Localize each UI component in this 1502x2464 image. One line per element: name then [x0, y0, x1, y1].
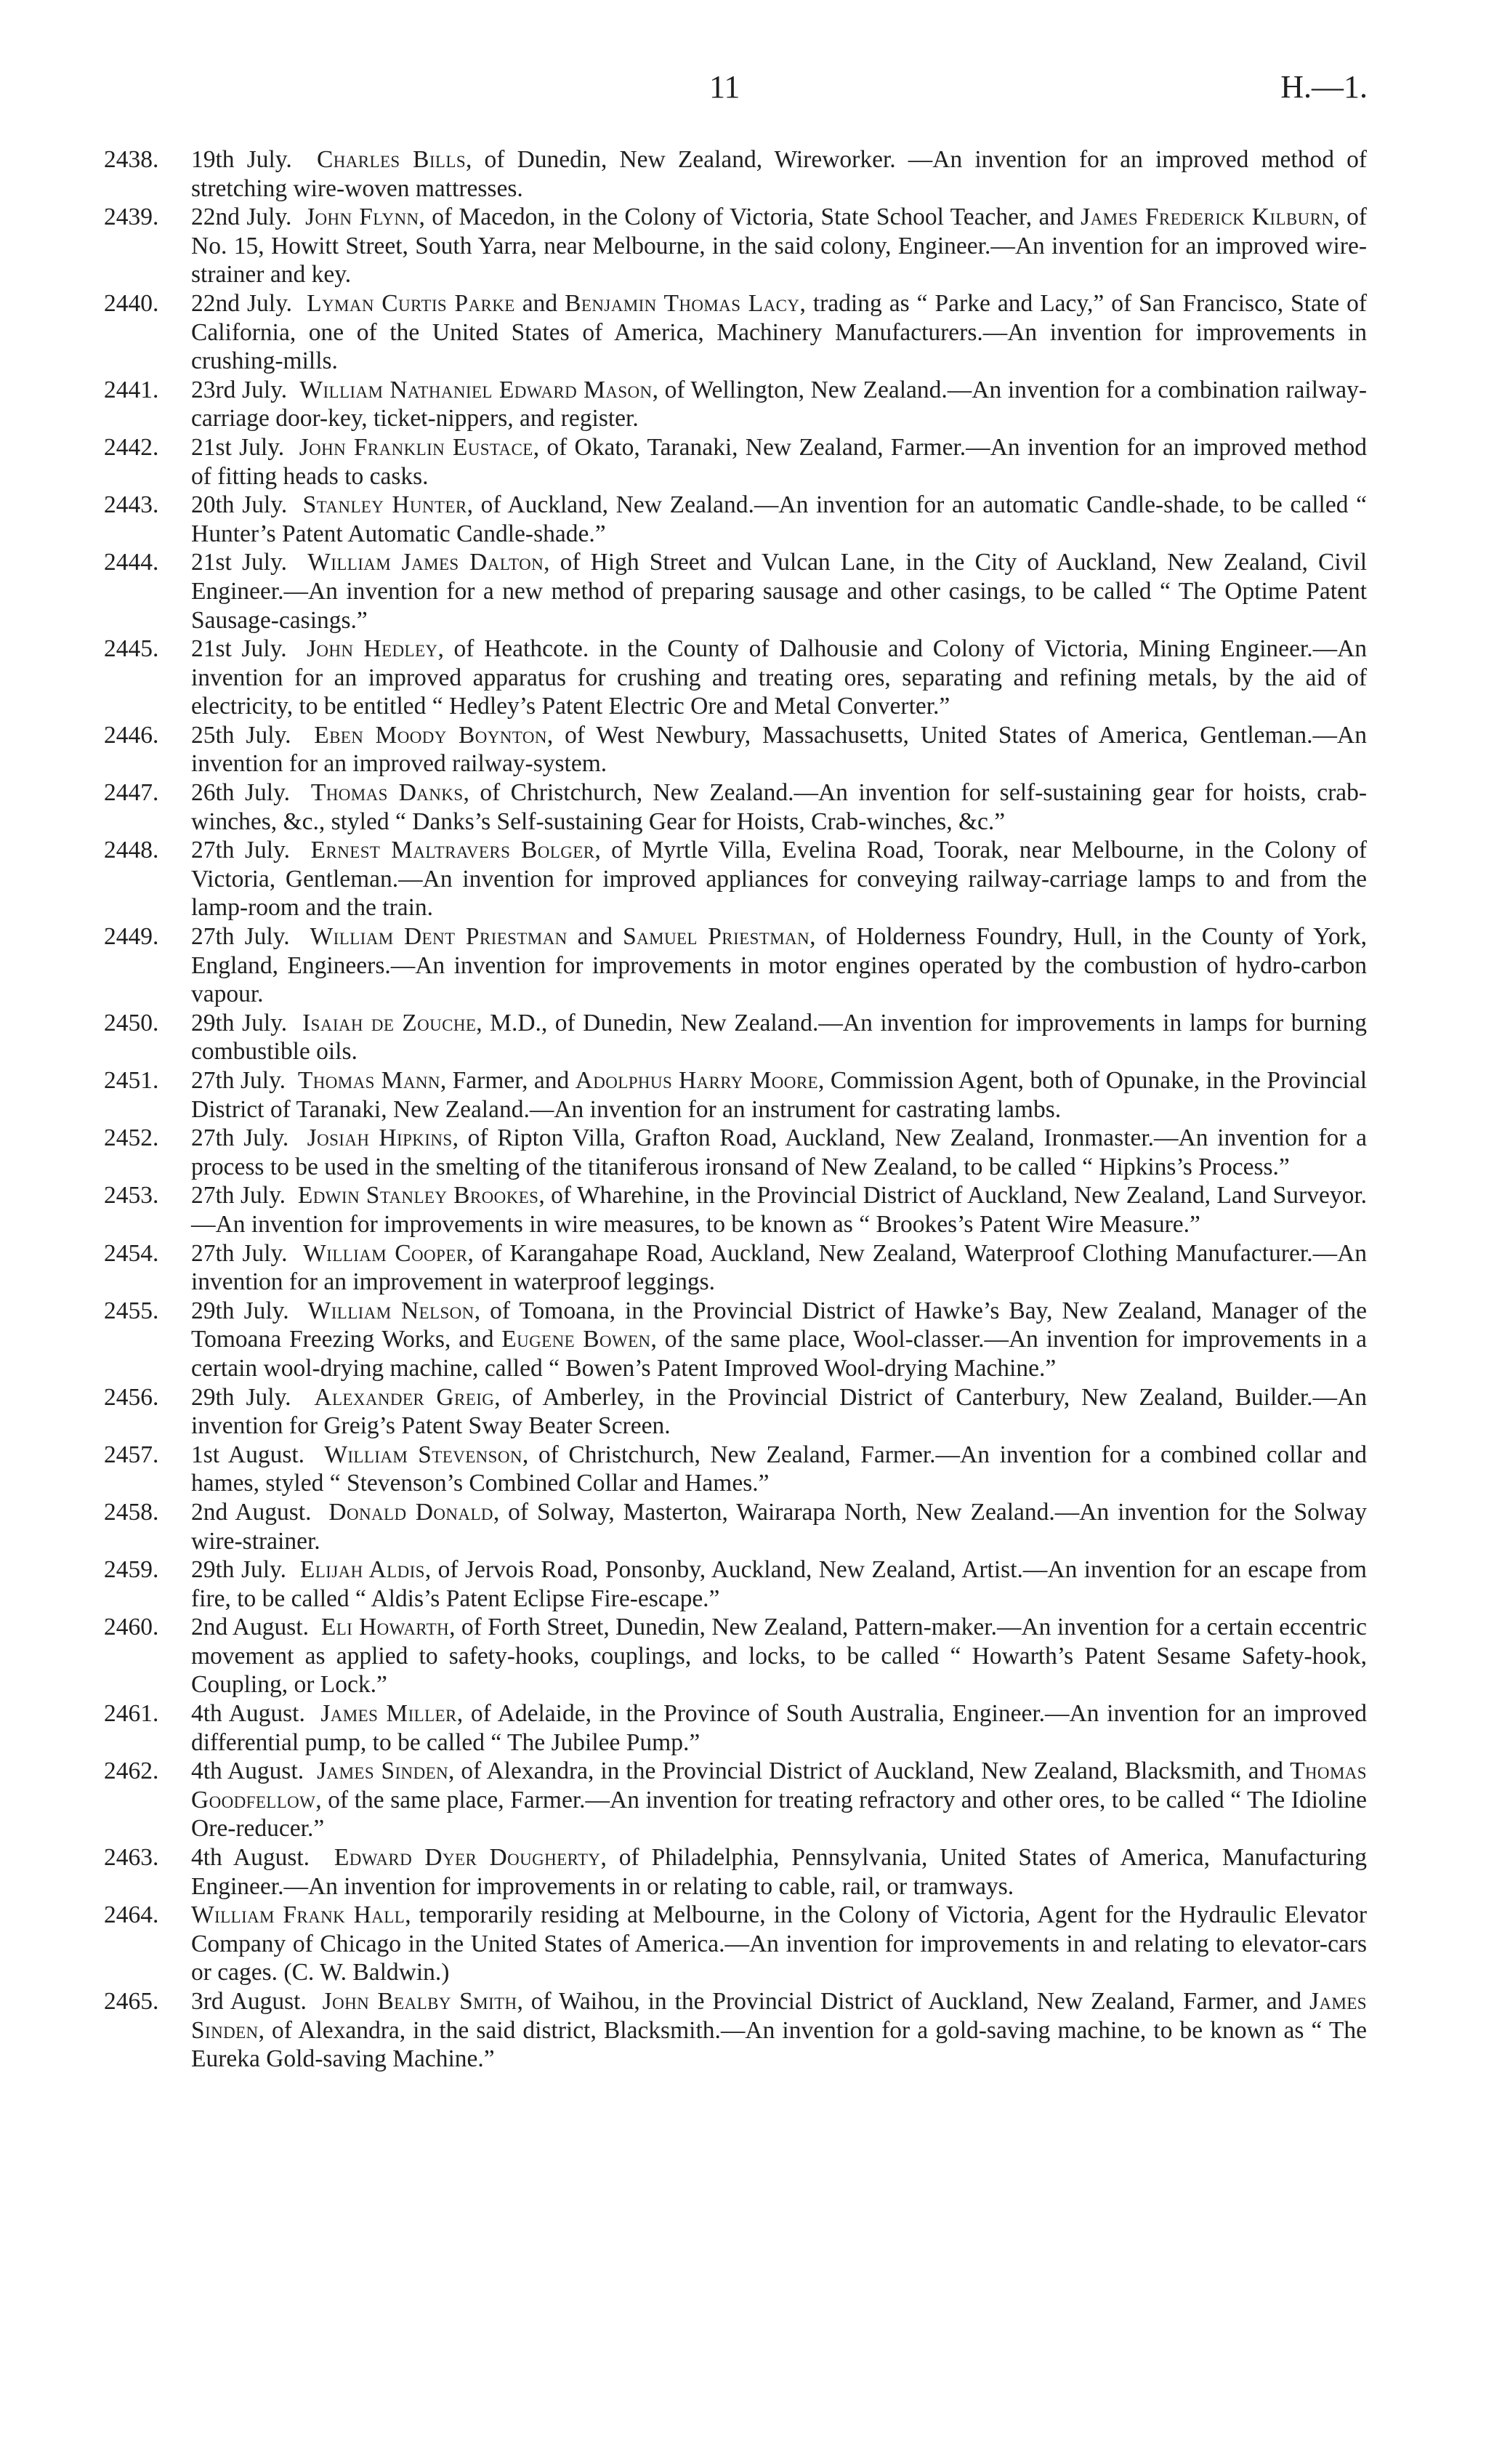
entry-number: 2464.: [104, 1901, 159, 1929]
party-name: Samuel Priestman: [623, 923, 810, 951]
entry-body: [191, 1297, 1367, 1382]
entry-number: 2460.: [104, 1614, 159, 1641]
entry-date: 2nd August.: [191, 1614, 309, 1641]
party-name: Thomas Mann: [297, 1067, 440, 1094]
party-name: Eugene Bowen: [501, 1326, 651, 1353]
entry-date: 29th July.: [191, 1383, 291, 1411]
entry-body: [191, 1499, 1367, 1555]
party-name: James Sinden: [191, 1988, 1367, 2044]
patent-entry: [0, 548, 1502, 635]
entry-number: 2441.: [104, 376, 159, 403]
entry-body: [191, 779, 1367, 835]
entry-body: [191, 635, 1367, 720]
party-name: John Franklin Eustace: [299, 433, 533, 461]
party-text: , of Auckland, New Zealand.—An invention for an automatic Candle-shade, to be called “ Hunter’s Patent Automatic Candle-shade.”: [191, 491, 1368, 547]
party-text: and: [514, 289, 565, 317]
party-text: , of Solway, Masterton, Wairarapa North, New Zealand.—An invention for the Solway wire-strainer.: [191, 1498, 1367, 1555]
party-text: , of Myrtle Villa, Evelina Road, Toorak, near Melbourne, in the Colony of Victoria, Gentleman.—An invention for improved appliances for conveying railway-carriage lamps to and from the lamp-room and the train.: [191, 837, 1367, 922]
patent-entry: [0, 1441, 1502, 1498]
entry-date: 26th July.: [191, 779, 291, 807]
patent-entry: [0, 836, 1502, 922]
entry-number: 2454.: [104, 1239, 159, 1267]
entry-number: 2448.: [104, 837, 159, 864]
entry-number: 2447.: [104, 779, 159, 807]
party-text: , of Adelaide, in the Province of South Australia, Engineer.—An invention for an improved differential pump, to be called “ The Jubilee Pump.”: [191, 1700, 1367, 1756]
entry-body: [191, 1067, 1367, 1123]
party-name: Charles Bills: [317, 146, 467, 173]
party-text: , of Jervois Road, Ponsonby, Auckland, New Zealand, Artist.—An invention for an escape from fire, to be called “ Aldis’s Patent Eclipse Fire-escape.”: [191, 1556, 1367, 1612]
patent-entry: [0, 491, 1502, 548]
party-text: , of Forth Street, Dunedin, New Zealand, Pattern-maker.—An invention for a certain eccentric movement as applied to safety-hooks, couplings, and locks, to be called “ Howarth’s Patent Sesame Safety-hook, Coupling, or Lock.”: [191, 1614, 1368, 1699]
patent-entry: [0, 922, 1502, 1009]
party-name: James Frederick Kilburn: [1081, 204, 1334, 231]
party-name: Alexander Greig: [314, 1383, 495, 1411]
entry-date: 4th August.: [191, 1758, 304, 1785]
party-text: , of Macedon, in the Colony of Victoria, State School Teacher, and: [419, 204, 1081, 231]
entry-number: 2463.: [104, 1844, 159, 1872]
party-name: Eben Moody Boynton: [314, 721, 547, 749]
party-text: , of Tomoana, in the Provincial District of Hawke’s Bay, New Zealand, Manager of the Tomoana Freezing Works, and: [191, 1297, 1368, 1353]
entry-date: 4th August.: [191, 1700, 305, 1728]
entry-body: [191, 1700, 1367, 1756]
party-name: Elijah Aldis: [299, 1556, 425, 1584]
party-text: , of Alexandra, in the Provincial District of Auckland, New Zealand, Blacksmith, and: [448, 1758, 1291, 1785]
party-name: Isaiah de Zouche: [302, 1009, 477, 1036]
party-name: Donald Donald: [328, 1498, 493, 1526]
entry-number: 2455.: [104, 1297, 159, 1324]
patent-entry: [0, 376, 1502, 433]
document-code: H.—1.: [1280, 69, 1368, 105]
entry-date: 22nd July.: [191, 289, 293, 317]
entry-date: 4th August.: [191, 1844, 310, 1872]
entry-number: 2445.: [104, 635, 159, 663]
party-name: James Sinden: [317, 1758, 449, 1785]
entry-body: [191, 377, 1367, 432]
entry-body: [191, 722, 1367, 778]
entry-body: [191, 837, 1367, 921]
patent-entry: [0, 433, 1502, 491]
patent-entry: [0, 1383, 1502, 1441]
party-text: , of Wellington, New Zealand.—An invention for a combination railway-carriage door-key, ticket-nippers, and register.: [191, 376, 1368, 432]
patent-entry: [0, 1124, 1502, 1181]
party-text: , of Heathcote. in the County of Dalhousie and Colony of Victoria, Mining Engineer.—An invention for an improved apparatus for crushing and treating ores, separating and refining metals, by the aid of electricity, to be entitled “ Hedley’s Patent Electric Ore and Metal Converter.”: [191, 635, 1368, 720]
entry-body: [191, 1441, 1367, 1497]
page-header: [0, 65, 1502, 109]
entry-body: [191, 204, 1367, 288]
party-name: Josiah Hipkins: [307, 1124, 453, 1152]
entry-number: 2458.: [104, 1498, 159, 1526]
entry-body: [191, 434, 1367, 490]
party-text: and: [567, 923, 623, 951]
party-text: , of Ripton Villa, Grafton Road, Auckland, New Zealand, Ironmaster.—An invention for a process to be used in the smelting of the titaniferous ironsand of New Zealand, to be called “ Hipkins’s Process.”: [191, 1124, 1368, 1180]
party-name: Benjamin Thomas Lacy: [565, 289, 800, 317]
party-text: , of West Newbury, Massachusetts, United States of America, Gentleman.—An invention for an improved railway-system.: [191, 721, 1367, 778]
party-name: Edwin Stanley Brookes: [297, 1182, 539, 1209]
patent-entry: [0, 1843, 1502, 1901]
entry-number: 2461.: [104, 1700, 159, 1728]
entry-number: 2456.: [104, 1383, 159, 1411]
entry-date: 21st July.: [191, 635, 287, 663]
patent-entry: [0, 1297, 1502, 1383]
party-name: William Frank Hall: [191, 1901, 405, 1929]
entry-body: [191, 1758, 1367, 1842]
entry-body: [191, 1556, 1367, 1612]
entry-body: [191, 1182, 1367, 1238]
entry-number: 2459.: [104, 1556, 159, 1584]
party-text: , trading as “ Parke and Lacy,” of San Francisco, State of California, one of the United States of America, Machinery Manufacturers.—An invention for improvements in crushing-mills.: [191, 289, 1367, 375]
patent-entry: [0, 1555, 1502, 1613]
party-text: , of Alexandra, in the said district, Blacksmith.—An invention for a gold-saving machine, to be known as “ The Eureka Gold-saving Machine.”: [191, 2016, 1367, 2073]
entry-number: 2442.: [104, 433, 159, 461]
party-text: , Farmer, and: [440, 1067, 576, 1094]
entry-number: 2453.: [104, 1182, 159, 1209]
patent-entry: [0, 145, 1502, 203]
entry-body: [191, 290, 1367, 374]
entry-number: 2443.: [104, 491, 159, 519]
entry-date: 29th July.: [191, 1556, 287, 1584]
entry-body: [191, 146, 1367, 202]
party-name: Eli Howarth: [320, 1614, 450, 1641]
patent-entry: [0, 289, 1502, 376]
patent-entry: [0, 1901, 1502, 1987]
entry-date: 21st July.: [191, 549, 288, 576]
party-name: William Stevenson: [324, 1441, 522, 1468]
party-name: William Nelson: [307, 1297, 475, 1324]
party-name: William Dent Priestman: [310, 923, 568, 951]
page-number: 11: [709, 69, 740, 105]
entry-number: 2462.: [104, 1758, 159, 1785]
party-text: , of the same place, Farmer.—An invention for treating refractory and other ores, to be called “ The Idioline Ore-reducer.”: [191, 1786, 1367, 1843]
party-name: Stanley Hunter: [302, 491, 467, 519]
entry-date: 27th July.: [191, 1124, 289, 1152]
party-text: , of the same place, Wool-classer.—An invention for improvements in a certain wool-drying machine, called “ Bowen’s Patent Improved Wool-drying Machine.”: [191, 1326, 1367, 1382]
entry-date: 27th July.: [191, 1182, 286, 1209]
party-text: , of Waihou, in the Provincial District of Auckland, New Zealand, Farmer, and: [517, 1988, 1310, 2015]
entry-number: 2444.: [104, 549, 159, 576]
entry-body: [191, 1124, 1367, 1180]
party-text: , of Holderness Foundry, Hull, in the County of York, England, Engineers.—An invention for improvements in motor engines operated by the combustion of hydro-carbon vapour.: [191, 923, 1368, 1008]
entry-date: 25th July.: [191, 721, 291, 749]
patent-entry: [0, 1498, 1502, 1555]
patent-entry: [0, 778, 1502, 836]
patent-entry: [0, 1181, 1502, 1239]
party-text: , Commission Agent, both of Opunake, in the Provincial District of Taranaki, New Zealand.—An invention for an instrument for castrating lambs.: [191, 1067, 1368, 1123]
party-name: Adolphus Harry Moore: [575, 1067, 819, 1094]
entry-date: 29th July.: [191, 1009, 288, 1036]
entry-number: 2440.: [104, 289, 159, 317]
party-text: , of Christchurch, New Zealand, Farmer.—An invention for a combined collar and hames, styled “ Stevenson’s Combined Collar and Hames.”: [191, 1441, 1367, 1497]
entry-number: 2439.: [104, 204, 159, 231]
party-text: , of Philadelphia, Pennsylvania, United States of America, Manufacturing Engineer.—An invention for improvements in or relating to cable, rail, or tramways.: [191, 1844, 1368, 1900]
patent-entry: [0, 1066, 1502, 1124]
party-text: , of Christchurch, New Zealand.—An invention for self-sustaining gear for hoists, crab-winches, &c., styled “ Danks’s Self-sustaining Gear for Hoists, Crab-winches, &c.”: [191, 779, 1368, 835]
party-text: , of Karangahape Road, Auckland, New Zealand, Waterproof Clothing Manufacturer.—An invention for an improvement in waterproof leggings.: [191, 1239, 1368, 1296]
party-text: , of Okato, Taranaki, New Zealand, Farmer.—An invention for an improved method of fitting heads to casks.: [191, 433, 1368, 490]
entry-date: 27th July.: [191, 1067, 286, 1094]
entry-body: [191, 1614, 1367, 1698]
party-text: , M.D., of Dunedin, New Zealand.—An invention for improvements in lamps for burning combustible oils.: [191, 1009, 1367, 1066]
entry-date: 27th July.: [191, 837, 290, 864]
entry-date: 1st August.: [191, 1441, 305, 1468]
patent-entry: [0, 635, 1502, 721]
party-name: William James Dalton: [307, 549, 544, 576]
party-name: Edward Dyer Dougherty: [334, 1844, 601, 1872]
party-name: James Miller: [320, 1700, 457, 1728]
entry-body: [191, 1844, 1367, 1900]
party-text: , temporarily residing at Melbourne, in the Colony of Victoria, Agent for the Hydraulic Elevator Company of Chicago in the United States of America.—An invention for improvements in and relating to elevator-cars or cages. (C. W. Baldwin.): [191, 1901, 1368, 1986]
entry-number: 2457.: [104, 1441, 159, 1468]
entry-body: [191, 1384, 1367, 1440]
entry-number: 2438.: [104, 146, 159, 173]
entry-number: 2451.: [104, 1067, 159, 1094]
entry-date: 22nd July.: [191, 204, 292, 231]
entry-body: [191, 1010, 1367, 1066]
party-text: , of Wharehine, in the Provincial District of Auckland, New Zealand, Land Surveyor.—An invention for improvements in wire measures, to be known as “ Brookes’s Patent Wire Measure.”: [191, 1182, 1368, 1238]
entry-date: 23rd July.: [191, 376, 288, 403]
entry-number: 2446.: [104, 721, 159, 749]
party-name: William Cooper: [303, 1239, 468, 1267]
entry-date: 3rd August.: [191, 1988, 307, 2015]
entry-date: 20th July.: [191, 491, 288, 519]
party-name: Thomas Goodfellow: [191, 1758, 1367, 1813]
patent-entry: [0, 1613, 1502, 1699]
entry-date: 21st July.: [191, 433, 285, 461]
entry-body: [191, 1901, 1367, 1986]
party-name: John Bealby Smith: [322, 1988, 517, 2015]
patent-entry: [0, 203, 1502, 289]
patent-entry: [0, 1009, 1502, 1066]
entry-date: 27th July.: [191, 1239, 288, 1267]
party-text: , of No. 15, Howitt Street, South Yarra, near Melbourne, in the said colony, Engineer.—An invention for an improved wire-strainer and key.: [191, 204, 1368, 289]
party-name: John Hedley: [306, 635, 438, 663]
patent-entry: [0, 1239, 1502, 1297]
entry-date: 19th July.: [191, 146, 292, 173]
party-name: Ernest Maltravers Bolger: [310, 837, 595, 864]
patent-entry-list: [0, 145, 1502, 2074]
party-name: John Flynn: [305, 204, 419, 231]
party-name: Lyman Curtis Parke: [307, 289, 515, 317]
patent-entry: [0, 1757, 1502, 1843]
party-text: , of High Street and Vulcan Lane, in the City of Auckland, New Zealand, Civil Engineer.—An invention for a new method of preparing sausage and other casings, to be called “ The Optime Patent Sausage-casings.”: [191, 549, 1368, 634]
entry-number: 2465.: [104, 1988, 159, 2015]
patent-entry: [0, 1987, 1502, 2074]
entry-body: [191, 491, 1367, 547]
entry-number: 2452.: [104, 1124, 159, 1152]
entry-date: 27th July.: [191, 923, 290, 951]
patent-entry: [0, 1699, 1502, 1757]
entry-body: [191, 1240, 1367, 1296]
party-text: , of Amberley, in the Provincial District of Canterbury, New Zealand, Builder.—An invention for Greig’s Patent Sway Beater Screen.: [191, 1383, 1367, 1440]
entry-number: 2449.: [104, 923, 159, 951]
entry-date: 29th July.: [191, 1297, 289, 1324]
party-text: , of Dunedin, New Zealand, Wireworker. —An invention for an improved method of stretching wire-woven mattresses.: [191, 146, 1367, 202]
entry-body: [191, 1988, 1367, 2072]
entry-number: 2450.: [104, 1009, 159, 1036]
entry-body: [191, 549, 1367, 633]
party-name: William Nathaniel Edward Mason: [299, 376, 653, 403]
party-name: Thomas Danks: [310, 779, 464, 807]
entry-body: [191, 923, 1367, 1007]
entry-date: 2nd August.: [191, 1498, 312, 1526]
patent-entry: [0, 721, 1502, 778]
